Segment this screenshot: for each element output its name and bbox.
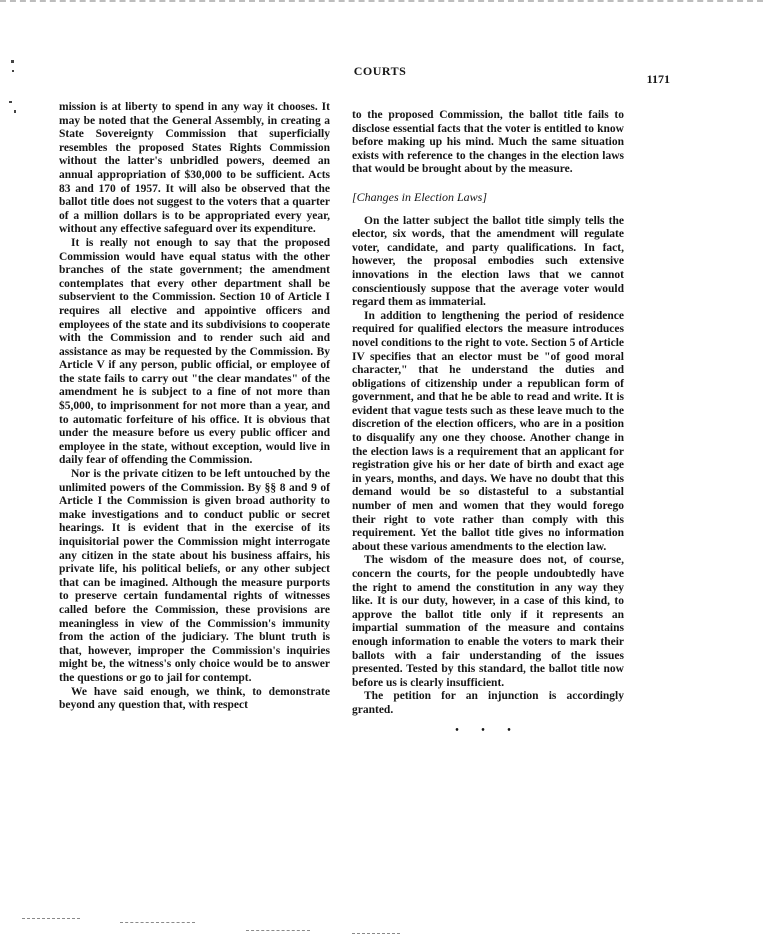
scan-bottom-rule — [352, 933, 400, 934]
scan-top-border — [0, 0, 763, 2]
paragraph: mission is at liberty to spend in any way it chooses. It may be noted that the General Assembly, in creating a State Sovereignty Commission that superficially resembles the proposed States Rights Commission without the latter's unbridled powers, deemed an annual appropriation of $30,000 to be sufficient. Acts 83 and 170 of 1957. It will also be observed that the ballot title does not suggest to the voters that a quarter of a million dollars is to be appropriated every year, without any effective safeguard over its expenditure. — [59, 101, 330, 236]
page-header — [60, 63, 700, 85]
scan-bottom-rule — [22, 918, 80, 919]
paragraph: We have said enough, we think, to demonstrate beyond any question that, with respect — [59, 685, 330, 712]
scan-speck — [14, 110, 16, 113]
paragraph: On the latter subject the ballot title simply tells the elector, six words, that the amendment will regulate voter, candidate, and party qualifications. In fact, however, the proposal embodies such extensive innovations in the election laws that we cannot conscientiously suppose that the average voter would regard them as immaterial. — [352, 214, 624, 309]
scan-speck — [9, 101, 12, 103]
scan-speck — [11, 60, 14, 63]
paragraph: The wisdom of the measure does not, of course, concern the courts, for the people undoubtedly have the right to amend the constitution in any way they like. It is our duty, however, in a case of this kind, to approve the ballot title only if it represents an impartial summation of the measure and contains enough information to enable the voters to mark their ballots with a fair understanding of the issues presented. Tested by this standard, the ballot title now before us is clearly insufficient. — [352, 554, 624, 689]
paragraph: In addition to lengthening the period of residence required for qualified electors the measure introduces novel conditions to the right to vote. Section 5 of Article IV specifies that an elector must be "of good moral character," that he understand the duties and obligations of citizenship under a republican form of government, and that he be able to read and write. It is evident that vague tests such as these leave much to the discretion of the election officers, who are in a position to disqualify any one they choose. Another change in the election laws is a requirement that an applicant for registration give his or her date of birth and exact age in years, months, and days. We have no doubt that this demand would be so distasteful to a substantial number of men and women that they would forego their right to vote rather than comply with this requirement. Yet the ballot title gives no information about these various amendments to the election law. — [352, 309, 624, 553]
paragraph: It is really not enough to say that the proposed Commission would have equal status with the other branches of the state government; the amendment contemplates that every other department shall be subservient to the Commission. Section 10 of Article I requires all elective and appointive officers and employees of the state and its subdivisions to cooperate with the Commission and to render such aid and assistance as may be requested by the Commission. By Article V if any person, public official, or employee of the state fails to carry out "the clear mandates" of the amendment he is subject to a fine of not more than $5,000, to imprisonment for not more than a year, and to automatic forfeiture of his office. It is obvious that under the measure before us every public officer and employee in the state, without exception, would live in daily fear of offending the Commission. — [59, 236, 330, 467]
page-number: 1171 — [646, 72, 670, 86]
scan-speck — [12, 70, 14, 72]
paragraph: Nor is the private citizen to be left untouched by the unlimited powers of the Commission. By §§ 8 and 9 of Article I the Commission is given broad authority to make investigations and to conduct public or secret hearings. It is evident that in the exercise of its inquisitorial power the Commission might interrogate any citizen in the state about his business affairs, his private life, his political beliefs, or any other subject that can be imagined. Although the measure purports to preserve certain fundamental rights of witnesses called before the Commission, these provisions are meaningless in view of the Commission's immunity from the action of the judiciary. The blunt truth is that, however, improper the Commission's inquiries might be, the witness's only choice would be to answer the questions or go to jail for contempt. — [59, 468, 330, 684]
section-heading: [Changes in Election Laws] — [352, 189, 488, 204]
scan-bottom-rule — [246, 930, 310, 931]
paragraph: to the proposed Commission, the ballot title fails to disclose essential facts that the voter is entitled to know before making up his mind. Much the same situation exists with reference to the changes in the election laws that would be brought about by the measure. — [352, 109, 624, 176]
scan-bottom-rule — [120, 922, 195, 923]
running-head: COURTS — [353, 64, 407, 78]
end-mark: • • • — [455, 724, 521, 736]
left-column — [59, 101, 330, 713]
right-column — [352, 109, 624, 737]
paragraph: The petition for an injunction is accordingly granted. — [352, 690, 624, 716]
